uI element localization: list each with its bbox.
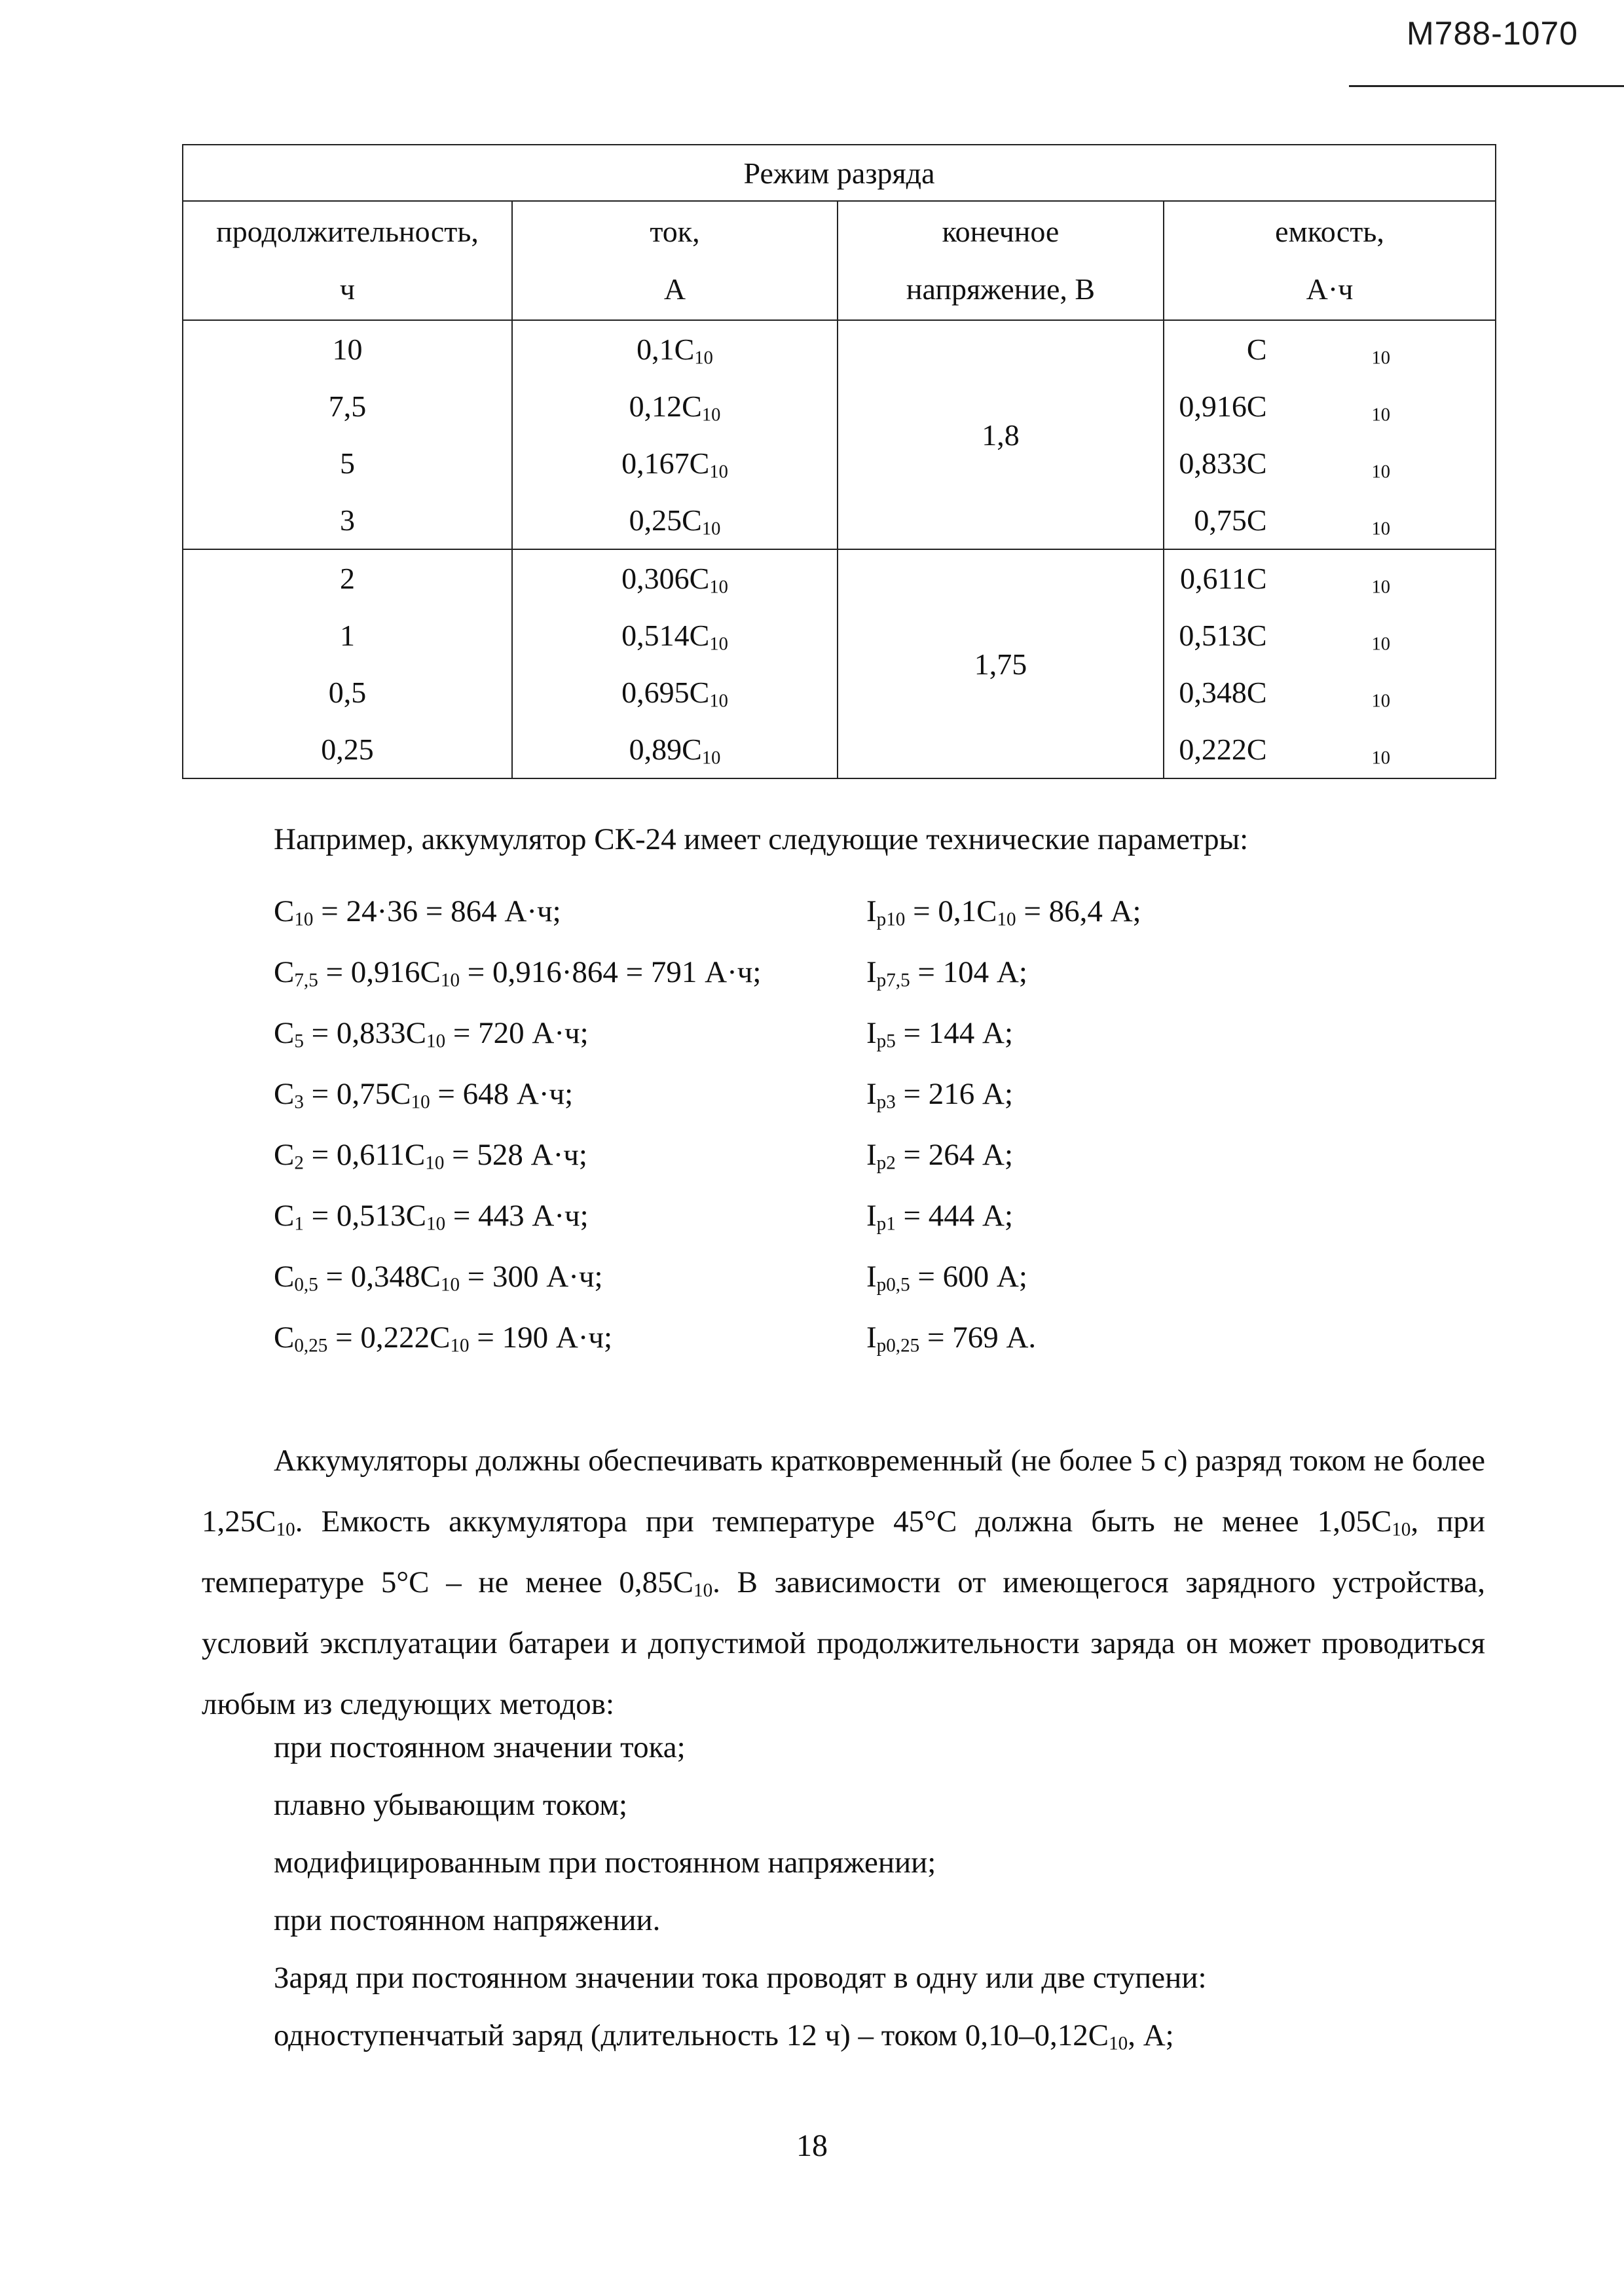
subscript: 10 <box>709 634 728 655</box>
symbol: C <box>274 1259 295 1294</box>
current-value <box>513 435 837 492</box>
col-header-line: ч <box>339 272 356 306</box>
current-base: 0,1C <box>637 333 695 366</box>
subscript: р1 <box>876 1212 896 1234</box>
list-item: модифицированным при постоянном напряжении; <box>274 1846 936 1880</box>
capacity-value <box>1164 321 1495 378</box>
charge-line-tail: , А; <box>1128 2018 1174 2052</box>
subscript: 10 <box>701 519 721 539</box>
symbol: I <box>866 894 877 928</box>
calc-row <box>274 1307 1518 1368</box>
symbol: C <box>274 1076 295 1111</box>
calc-row <box>274 881 1518 941</box>
expression: = 264 А; <box>895 1137 1014 1172</box>
capacity-base: C <box>1246 333 1267 366</box>
voltage-cell: 1,75 <box>838 549 1164 778</box>
capacity-value <box>1164 378 1495 435</box>
subscript: 0,5 <box>294 1273 318 1295</box>
paragraph-text: . Емкость аккумулятора при температуре 45°С должна быть не менее 1,05C <box>295 1504 1392 1539</box>
subscript: 10 <box>693 1580 713 1601</box>
symbol: I <box>866 1259 877 1294</box>
subscript: 10 <box>701 748 721 769</box>
expression: = 216 А; <box>895 1076 1014 1111</box>
charge-intro: Заряд при постоянном значении тока проводят в одну или две ступени: <box>274 1961 1207 1995</box>
subscript: 10 <box>1371 577 1391 598</box>
current-value <box>513 378 837 435</box>
subscript: 1 <box>294 1212 304 1234</box>
symbol: C <box>274 894 295 928</box>
duration-value: 5 <box>340 446 355 480</box>
col-header-line: напряжение, В <box>906 272 1096 306</box>
subscript: 10 <box>440 1273 460 1295</box>
subscript: 10 <box>1371 748 1391 769</box>
subscript: р0,5 <box>876 1273 910 1295</box>
current-formula <box>863 955 1456 990</box>
subscript: 10 <box>1371 462 1391 483</box>
current-formula <box>863 1076 1456 1112</box>
capacity-base: 0,222C <box>1179 733 1267 766</box>
symbol: C <box>274 1198 295 1233</box>
subscript: р5 <box>876 1030 896 1051</box>
header-rule <box>1349 85 1624 87</box>
expression: = 720 А·ч; <box>445 1015 589 1050</box>
charge-line <box>274 2007 1207 2064</box>
current-value <box>513 550 837 607</box>
duration-value: 10 <box>332 333 363 366</box>
subscript: 10 <box>426 1030 446 1051</box>
capacity-base: 0,611C <box>1180 562 1267 595</box>
current-value <box>513 607 837 664</box>
symbol: I <box>866 1198 877 1233</box>
symbol: I <box>866 1015 877 1050</box>
capacity-formula <box>274 1198 863 1233</box>
symbol: C <box>274 1137 295 1172</box>
subscript: 10 <box>997 908 1016 930</box>
expression: = 144 А; <box>895 1015 1014 1050</box>
charge-line-text: одноступенчатый заряд (длительность 12 ч) – током 0,10–0,12C <box>274 2018 1109 2052</box>
current-value <box>513 664 837 721</box>
current-formula <box>863 1137 1456 1173</box>
methods-list <box>274 1719 1207 2064</box>
paragraph-text: , при температуре 5°С – не менее 0,85C <box>202 1504 1486 1599</box>
col-header-line: конечное <box>942 215 1060 248</box>
capacity-value <box>1164 721 1495 778</box>
list-item: при постоянном напряжении. <box>274 1903 661 1937</box>
capacity-value <box>1164 550 1495 607</box>
current-base: 0,306C <box>621 562 710 595</box>
subscript: 10 <box>709 462 728 483</box>
duration-cell <box>183 320 512 549</box>
calc-row <box>274 941 1518 1002</box>
subscript: 5 <box>294 1030 304 1051</box>
current-formula <box>863 1198 1456 1233</box>
current-value <box>513 492 837 549</box>
current-formula <box>863 1259 1456 1294</box>
expression: = 443 А·ч; <box>445 1198 589 1233</box>
symbol: C <box>274 1320 295 1355</box>
calc-row <box>274 1185 1518 1246</box>
subscript: 10 <box>1371 348 1391 369</box>
subscript: 10 <box>1371 634 1391 655</box>
duration-value: 3 <box>340 503 355 537</box>
subscript: 0,25 <box>294 1334 328 1356</box>
col-header-line: емкость, <box>1275 215 1384 248</box>
col-header-line: А·ч <box>1306 272 1354 306</box>
capacity-formula <box>274 1320 863 1355</box>
subscript: 7,5 <box>294 969 318 991</box>
current-base: 0,12C <box>629 390 702 423</box>
table-row-group <box>183 320 1496 549</box>
expression: = 528 А·ч; <box>444 1137 587 1172</box>
capacity-formula <box>274 1015 863 1051</box>
subscript: 10 <box>694 348 713 369</box>
current-base: 0,25C <box>629 503 702 537</box>
capacity-formula <box>274 1137 863 1173</box>
subscript: 10 <box>411 1091 430 1112</box>
subscript: 3 <box>294 1091 304 1112</box>
subscript: р7,5 <box>876 969 910 991</box>
capacity-value <box>1164 607 1495 664</box>
current-base: 0,514C <box>621 619 710 652</box>
subscript: 10 <box>440 969 460 991</box>
current-value <box>513 721 837 778</box>
current-formula <box>863 1320 1456 1355</box>
expression: = 648 А·ч; <box>430 1076 574 1111</box>
expression: = 0,75C <box>303 1076 411 1111</box>
current-base: 0,89C <box>629 733 702 766</box>
subscript: 10 <box>709 691 728 712</box>
subscript: 10 <box>701 405 721 426</box>
symbol: C <box>274 1015 295 1050</box>
expression: = 86,4 А; <box>1016 894 1141 928</box>
subscript: 10 <box>276 1519 295 1540</box>
col-header-duration <box>183 201 512 320</box>
subscript: 10 <box>294 908 314 930</box>
subscript: р10 <box>876 908 906 930</box>
col-header-current <box>512 201 838 320</box>
duration-value: 0,25 <box>321 733 374 766</box>
subscript: 10 <box>1371 519 1391 539</box>
page-number: 18 <box>796 2128 828 2163</box>
col-header-line: ток, <box>650 215 700 248</box>
table-title: Режим разряда <box>183 145 1496 201</box>
current-base: 0,167C <box>621 446 710 480</box>
expression: = 0,611C <box>303 1137 426 1172</box>
current-formula <box>863 1015 1456 1051</box>
capacity-formula <box>274 1076 863 1112</box>
list-item: плавно убывающим током; <box>274 1788 628 1822</box>
capacity-base: 0,833C <box>1179 446 1267 480</box>
subscript: 10 <box>1109 2033 1128 2054</box>
capacity-base: 0,513C <box>1179 619 1267 652</box>
capacity-value <box>1164 664 1495 721</box>
expression: = 444 А; <box>895 1198 1014 1233</box>
expression: = 300 А·ч; <box>460 1259 603 1294</box>
capacity-formula <box>274 955 863 990</box>
expression: = 0,348C <box>318 1259 441 1294</box>
col-header-voltage <box>838 201 1164 320</box>
capacity-base: 0,916C <box>1179 390 1267 423</box>
current-cell <box>512 549 838 778</box>
expression: = 24·36 = 864 А·ч; <box>313 894 561 928</box>
capacity-value <box>1164 435 1495 492</box>
paragraph-text: Аккумуляторы должны обеспечивать кратковременный (не более 5 с) разряд током не более 1,25C <box>202 1444 1485 1539</box>
expression: = 0,513C <box>303 1198 427 1233</box>
current-formula <box>863 894 1456 929</box>
calc-row <box>274 1124 1518 1185</box>
expression: = 0,1C <box>905 894 997 928</box>
expression: = 0,916C <box>318 955 441 989</box>
duration-value: 7,5 <box>328 390 367 423</box>
duration-value: 0,5 <box>328 676 367 709</box>
table-row-group <box>183 549 1496 778</box>
subscript: 10 <box>1392 1519 1411 1540</box>
expression: = 190 А·ч; <box>469 1320 613 1355</box>
subscript: 2 <box>294 1152 304 1173</box>
subscript: 10 <box>1371 405 1391 426</box>
current-base: 0,695C <box>621 676 710 709</box>
capacity-cell <box>1164 320 1496 549</box>
capacity-cell <box>1164 549 1496 778</box>
col-header-line: А <box>663 272 686 306</box>
discharge-mode-table <box>182 144 1495 779</box>
symbol: I <box>866 1320 877 1355</box>
calc-row <box>274 1002 1518 1063</box>
capacity-base: 0,75C <box>1194 503 1267 537</box>
example-intro: Например, аккумулятор СК-24 имеет следующие технические параметры: <box>274 822 1249 856</box>
calc-row <box>274 1063 1518 1124</box>
duration-cell <box>183 549 512 778</box>
subscript: 10 <box>426 1212 446 1234</box>
example-calculations <box>274 881 1518 1368</box>
expression: = 0,833C <box>303 1015 427 1050</box>
current-value <box>513 321 837 378</box>
subscript: р2 <box>876 1152 896 1173</box>
symbol: I <box>866 1076 877 1111</box>
subscript: р0,25 <box>876 1334 920 1356</box>
duration-value: 2 <box>340 562 355 595</box>
duration-value: 1 <box>340 619 355 652</box>
subscript: 10 <box>1371 691 1391 712</box>
subscript: р3 <box>876 1091 896 1112</box>
col-header-line: продолжительность, <box>216 215 479 248</box>
current-cell <box>512 320 838 549</box>
expression: = 769 А. <box>919 1320 1037 1355</box>
list-item: при постоянном значении тока; <box>274 1730 686 1764</box>
body-paragraph <box>202 1430 1485 1735</box>
capacity-formula <box>274 1259 863 1294</box>
subscript: 10 <box>709 577 728 598</box>
expression: = 0,916·864 = 791 А·ч; <box>460 955 762 989</box>
subscript: 10 <box>425 1152 445 1173</box>
expression: = 0,222C <box>327 1320 451 1355</box>
symbol: I <box>866 1137 877 1172</box>
document-code: М788-1070 <box>1407 15 1578 52</box>
expression: = 104 А; <box>910 955 1027 989</box>
symbol: I <box>866 955 877 989</box>
capacity-value <box>1164 492 1495 549</box>
paragraph-text: . В зависимости от имеющегося зарядного устройства, условий эксплуатации батареи и допустимой продолжительности заряда он может проводиться любым из следующих методов: <box>202 1565 1485 1721</box>
capacity-base: 0,348C <box>1179 676 1267 709</box>
symbol: C <box>274 955 295 989</box>
col-header-capacity <box>1164 201 1496 320</box>
capacity-formula <box>274 894 863 929</box>
subscript: 10 <box>450 1334 470 1356</box>
voltage-cell: 1,8 <box>838 320 1164 549</box>
expression: = 600 А; <box>910 1259 1027 1294</box>
calc-row <box>274 1246 1518 1307</box>
